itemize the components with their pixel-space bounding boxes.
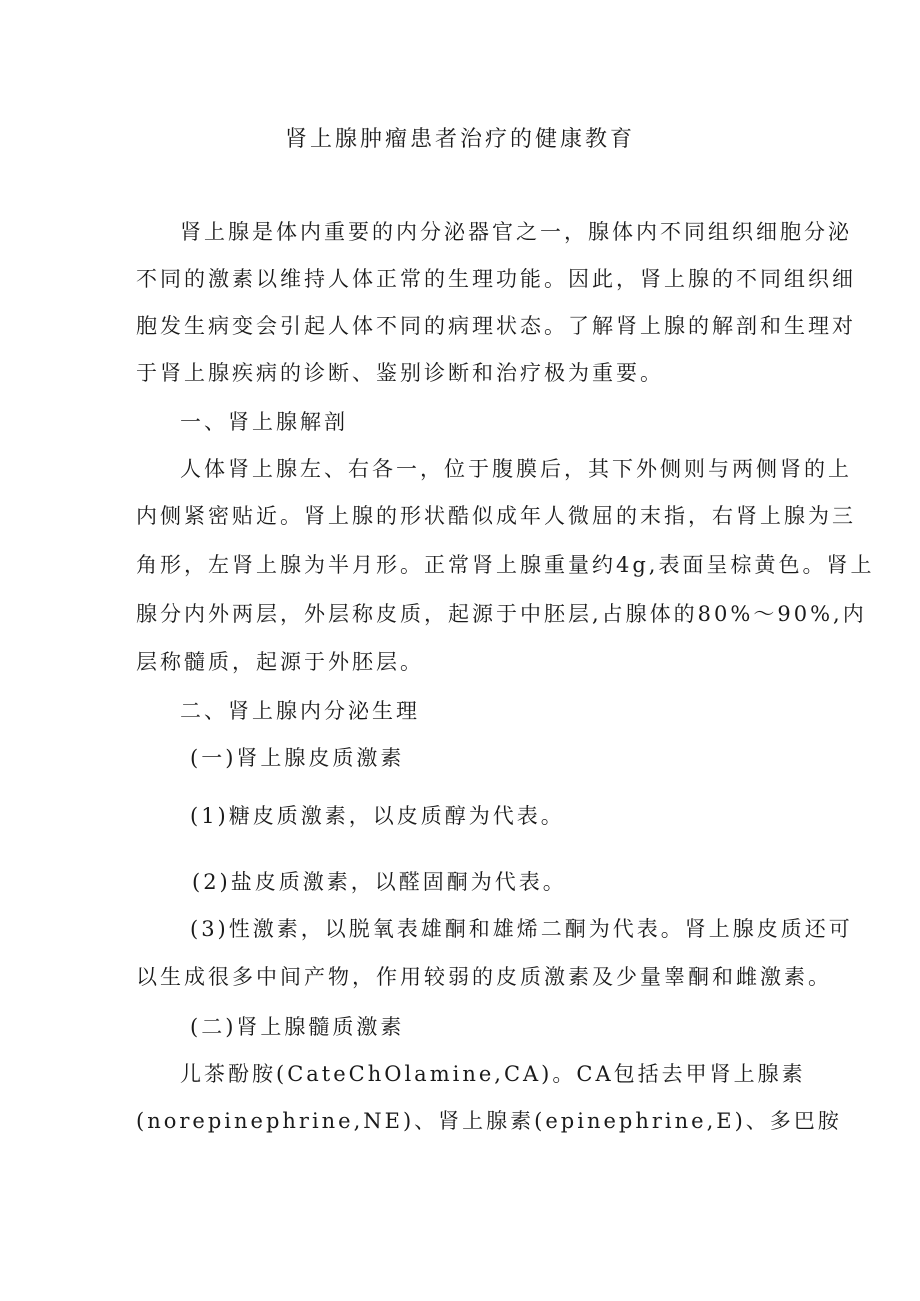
text-line: 角形，左肾上腺为半月形。正常肾上腺重量约4g,表面呈棕黄色。肾上	[136, 553, 875, 577]
text-line: 肾上腺是体内重要的内分泌器官之一，腺体内不同组织细胞分泌	[180, 220, 852, 244]
text-line: 胞发生病变会引起人体不同的病理状态。了解肾上腺的解剖和生理对	[136, 314, 856, 338]
list-item: (1)糖皮质激素，以皮质醇为代表。	[190, 804, 565, 828]
text-line: 人体肾上腺左、右各一，位于腹膜后，其下外侧则与两侧肾的上	[180, 457, 852, 481]
list-item: (2)盐皮质激素，以醛固酮为代表。	[192, 870, 567, 894]
section-heading: 二、肾上腺内分泌生理	[180, 699, 420, 723]
subsection-heading: (一)肾上腺皮质激素	[190, 746, 405, 770]
text-line: 腺分内外两层，外层称皮质，起源于中胚层,占腺体的80%～90%,内	[136, 602, 867, 626]
text-line: 内侧紧密贴近。肾上腺的形状酷似成年人微屈的末指，右肾上腺为三	[136, 504, 856, 528]
text-line: 以生成很多中间产物，作用较弱的皮质激素及少量睾酮和雌激素。	[136, 965, 832, 989]
text-line: 于肾上腺疾病的诊断、鉴别诊断和治疗极为重要。	[136, 361, 664, 385]
list-item: (3)性激素，以脱氧表雄酮和雄烯二酮为代表。肾上腺皮质还可	[190, 917, 853, 941]
text-line: 不同的激素以维持人体正常的生理功能。因此，肾上腺的不同组织细	[136, 267, 856, 291]
page-title: 肾上腺肿瘤患者治疗的健康教育	[284, 127, 635, 152]
subsection-heading: (二)肾上腺髓质激素	[190, 1015, 405, 1039]
text-line: 儿茶酚胺(CateChOlamine,CA)。CA包括去甲肾上腺素	[180, 1062, 806, 1086]
text-line: (norepinephrine,NE)、肾上腺素(epinephrine,E)、多巴胺	[136, 1109, 842, 1133]
text-line: 层称髓质，起源于外胚层。	[136, 650, 424, 674]
section-heading: 一、肾上腺解剖	[180, 410, 348, 434]
